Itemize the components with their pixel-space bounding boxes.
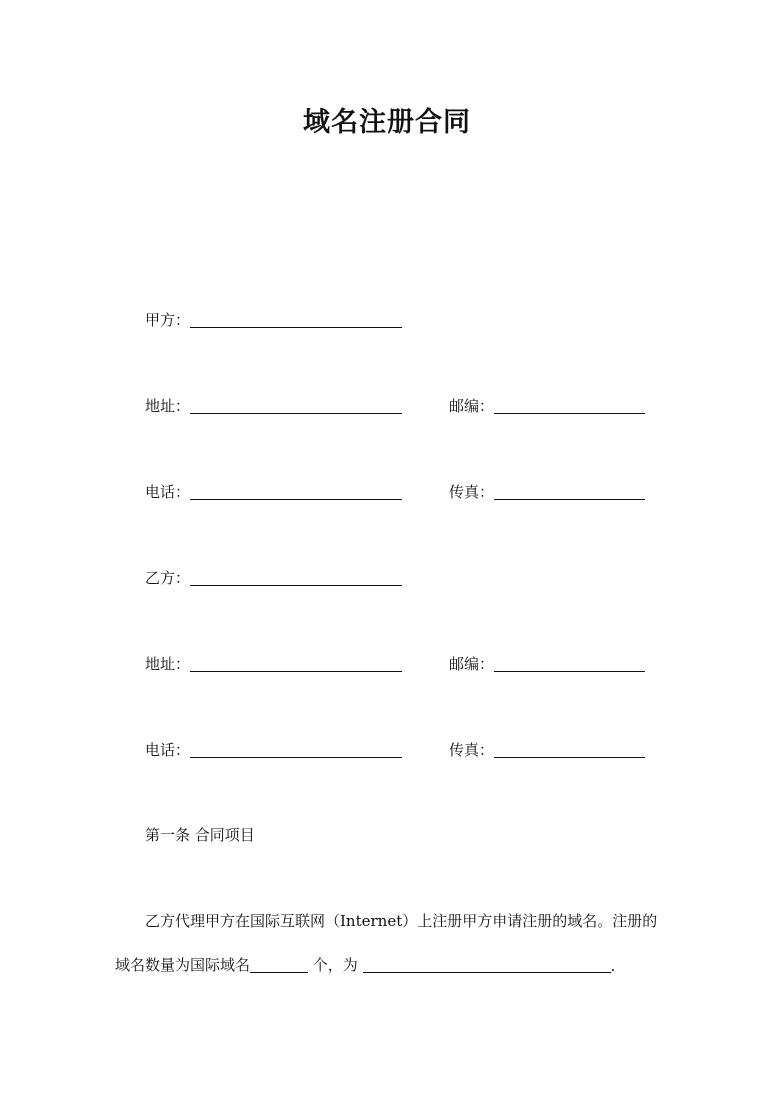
party-b-fax-label: 传真：: [449, 741, 495, 759]
party-a-postcode-blank[interactable]: [494, 413, 645, 414]
party-b-phone-field: [145, 738, 402, 760]
party-a-address-label: 地址：: [145, 397, 191, 415]
party-a-name-blank[interactable]: [190, 327, 402, 328]
party-a-address-field: [145, 394, 402, 416]
party-a-name-label: 甲方：: [145, 311, 191, 329]
article-1-line-2-text-a: 域名数量为国际域名: [115, 956, 251, 974]
party-a-phone-label: 电话：: [145, 483, 191, 501]
domain-count-blank[interactable]: [250, 972, 308, 973]
party-a-postcode-label: 邮编：: [449, 397, 495, 415]
domain-name-blank[interactable]: [363, 972, 611, 973]
party-b-name-blank[interactable]: [190, 585, 402, 586]
article-1-line-2: [115, 954, 615, 975]
article-1-line-1-text: 乙方代理甲方在国际互联网（Internet）上注册甲方申请注册的域名。注册的: [145, 912, 658, 930]
party-b-fax-field: [449, 738, 645, 760]
document-title: 域名注册合同: [303, 107, 471, 138]
party-a-fax-blank[interactable]: [494, 499, 645, 500]
article-1-line-2-end: .: [610, 957, 616, 975]
party-b-name-label: 乙方：: [145, 569, 191, 587]
party-b-address-blank[interactable]: [190, 671, 402, 672]
party-b-fax-blank[interactable]: [494, 757, 645, 758]
party-a-fax-label: 传真：: [449, 483, 495, 501]
party-b-address-label: 地址：: [145, 655, 191, 673]
party-a-phone-blank[interactable]: [190, 499, 402, 500]
party-a-name-field: [145, 308, 402, 330]
party-b-phone-label: 电话：: [145, 741, 191, 759]
party-b-postcode-field: [449, 652, 645, 674]
party-a-fax-field: [449, 480, 645, 502]
party-a-postcode-field: [449, 394, 645, 416]
article-1-heading: 第一条 合同项目: [145, 826, 255, 844]
party-a-address-blank[interactable]: [190, 413, 402, 414]
party-b-phone-blank[interactable]: [190, 757, 402, 758]
party-b-address-field: [145, 652, 402, 674]
article-1-line-1: [145, 910, 657, 931]
article-1-line-2-text-b: 个，为: [308, 956, 363, 974]
party-b-name-field: [145, 566, 402, 588]
party-b-postcode-blank[interactable]: [494, 671, 645, 672]
party-a-phone-field: [145, 480, 402, 502]
party-b-postcode-label: 邮编：: [449, 655, 495, 673]
